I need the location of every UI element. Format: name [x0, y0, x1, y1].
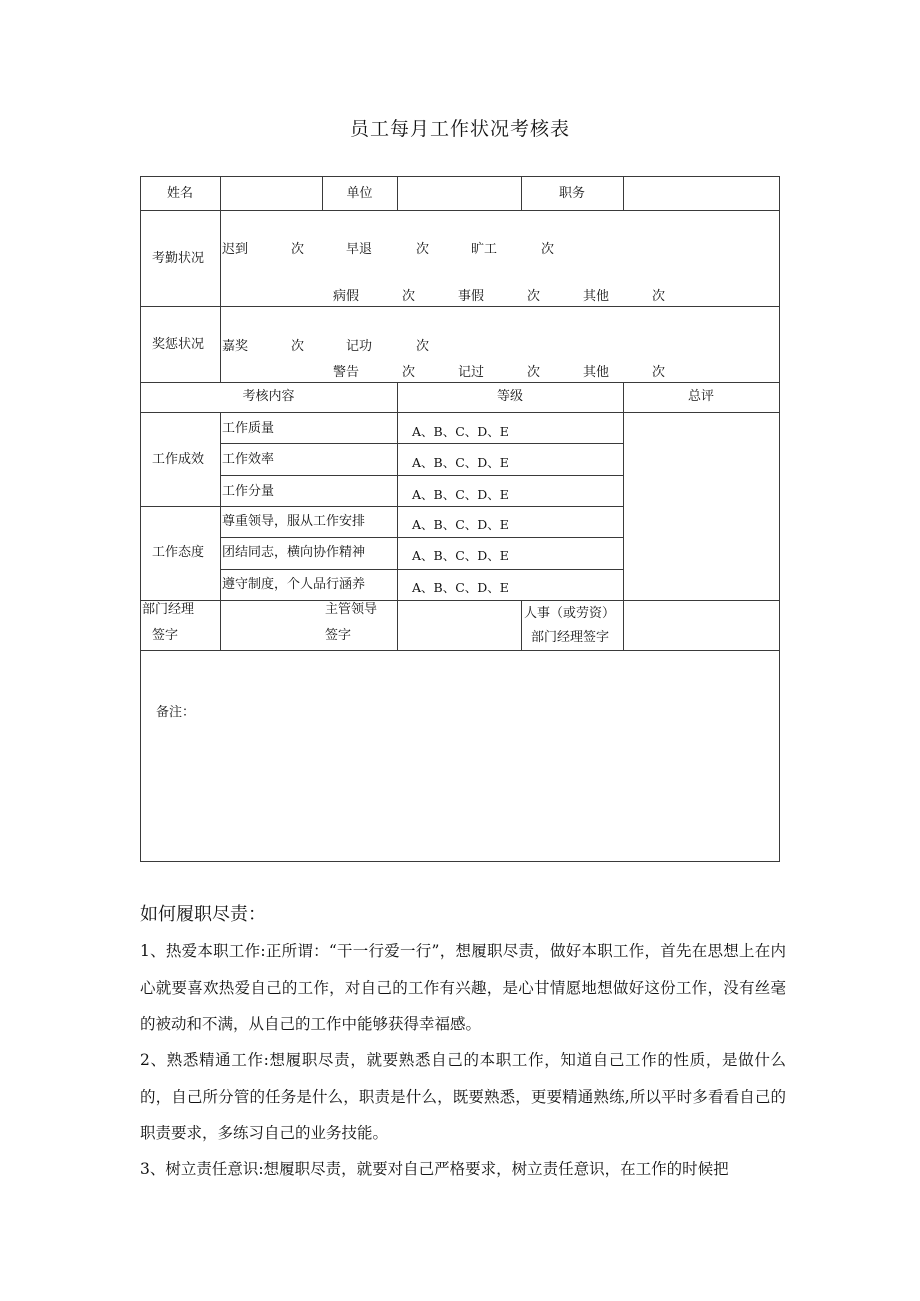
personal-unit: 次: [527, 289, 541, 304]
other-rewards-label: 其他: [583, 365, 610, 380]
late-label: 迟到: [222, 242, 249, 257]
grade-scale: A、B、C、D、E: [412, 424, 509, 439]
unit-label: 单位: [346, 186, 373, 201]
late-unit: 次: [291, 242, 305, 257]
absent-label: 旷工: [471, 242, 498, 257]
attitude-item: 遵守制度，个人品行涵养: [222, 577, 366, 592]
attitude-item: 尊重领导，服从工作安排: [222, 514, 366, 529]
content-header: 考核内容: [242, 389, 295, 404]
merit-label: 记功: [346, 339, 373, 354]
position-label: 职务: [558, 186, 585, 201]
hr-sign-label: 人事（或劳资）: [524, 606, 616, 621]
other-attendance-unit: 次: [652, 289, 666, 304]
supervisor-sign-label: 主管领导: [325, 602, 378, 617]
article-paragraph: 3、树立责任意识:想履职尽责，就要对自己严格要求，树立责任意识，在工作的时候把: [140, 1160, 729, 1178]
attendance-label: 考勤状况: [152, 251, 205, 266]
grade-scale: A、B、C、D、E: [412, 487, 509, 502]
hr-sign-label-2: 部门经理签字: [531, 630, 610, 645]
form-title: 员工每月工作状况考核表: [349, 118, 570, 140]
dept-manager-sign-label: 部门经理: [142, 602, 195, 617]
performance-item: 工作质量: [222, 421, 275, 436]
grade-scale: A、B、C、D、E: [412, 548, 509, 563]
sick-label: 病假: [333, 289, 360, 304]
merit-unit: 次: [416, 339, 430, 354]
personal-label: 事假: [458, 289, 485, 304]
name-label: 姓名: [166, 186, 193, 201]
performance-item: 工作分量: [222, 484, 275, 499]
early-label: 早退: [346, 242, 373, 257]
article-paragraph: 2、熟悉精通工作:想履职尽责，就要熟悉自己的本职工作，知道自己工作的性质，是做什么的，自己所分管的任务是什么，职责是什么，既要熟悉，更要精通熟练,所以平时多看看自己的职责要求，多练习自己的业务技能。: [140, 1051, 786, 1142]
grade-header: 等级: [496, 389, 523, 404]
performance-item: 工作效率: [222, 452, 275, 467]
attitude-item: 团结同志，横向协作精神: [222, 545, 366, 560]
sick-unit: 次: [402, 289, 416, 304]
warning-label: 警告: [333, 365, 360, 380]
dept-manager-sign-label-2: 签字: [152, 628, 179, 643]
overall-header: 总评: [687, 389, 714, 404]
performance-label: 工作成效: [152, 452, 205, 467]
praise-unit: 次: [291, 339, 305, 354]
demerit-label: 记过: [458, 365, 485, 380]
remarks-label: 备注：: [156, 705, 196, 720]
early-unit: 次: [416, 242, 430, 257]
other-attendance-label: 其他: [583, 289, 610, 304]
rewards-label: 奖惩状况: [152, 337, 205, 352]
grade-scale: A、B、C、D、E: [412, 580, 509, 595]
other-rewards-unit: 次: [652, 365, 666, 380]
grade-scale: A、B、C、D、E: [412, 455, 509, 470]
attitude-label: 工作态度: [152, 545, 205, 560]
absent-unit: 次: [541, 242, 555, 257]
demerit-unit: 次: [527, 365, 541, 380]
article-paragraph: 1、热爱本职工作:正所谓：“干一行爱一行”，想履职尽责，做好本职工作，首先在思想上在内心就要喜欢热爱自己的工作，对自己的工作有兴趣，是心甘情愿地想做好这份工作，没有丝毫的被动和不满，从自己的工作中能够获得幸福感。: [140, 942, 786, 1033]
warning-unit: 次: [402, 365, 416, 380]
praise-label: 嘉奖: [222, 339, 249, 354]
grade-scale: A、B、C、D、E: [412, 517, 509, 532]
supervisor-sign-label-2: 签字: [325, 628, 352, 643]
article-heading: 如何履职尽责：: [140, 904, 266, 925]
